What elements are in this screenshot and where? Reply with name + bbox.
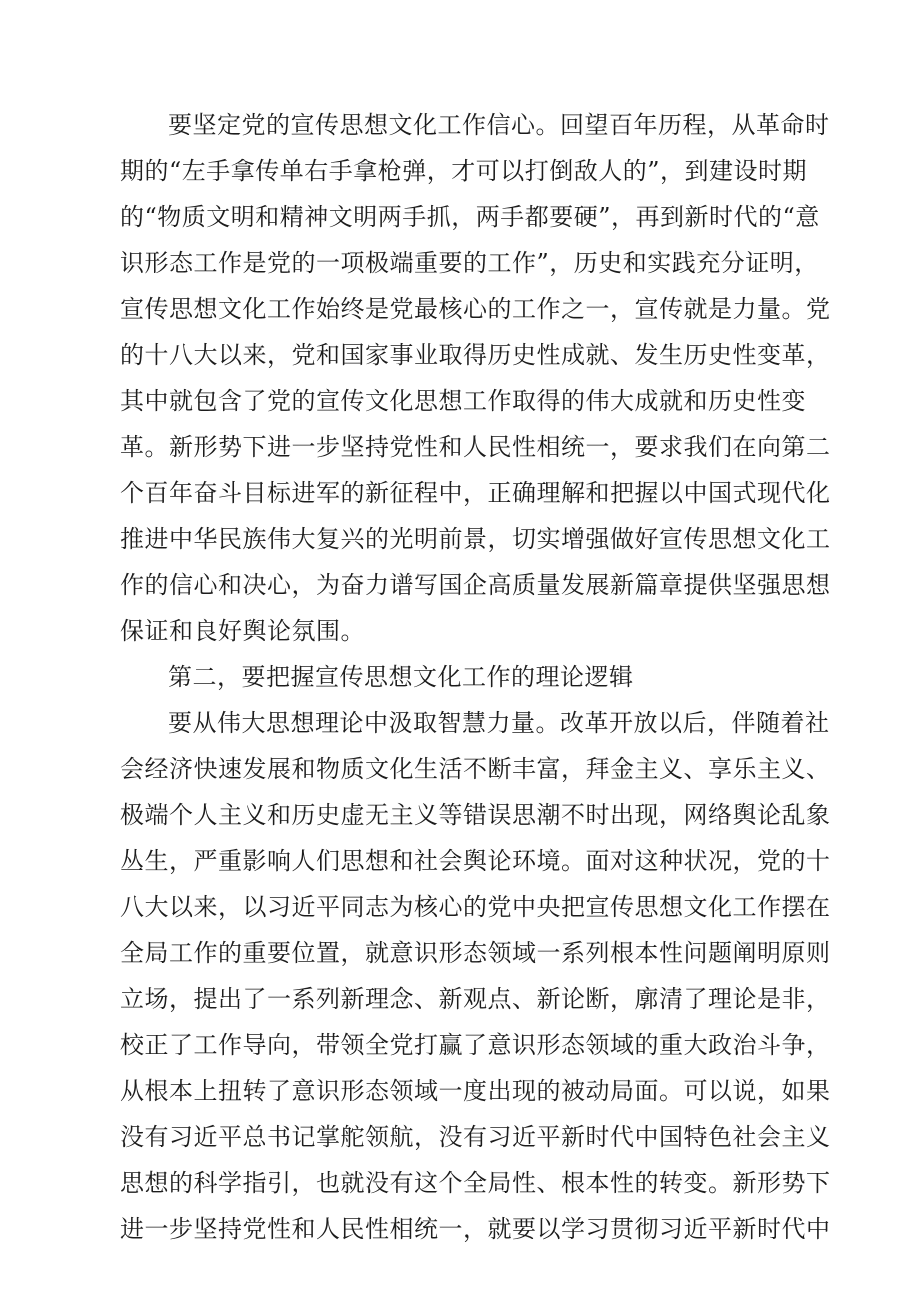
section-heading: 第二，要把握宣传思想文化工作的理论逻辑 <box>168 663 634 691</box>
paragraph-1-line-2: 期的“左手拿传单右手拿枪弹，才可以打倒敌人的”，到建设时期 <box>120 157 808 185</box>
paragraph-2-line-4: 丛生，严重影响人们思想和社会舆论环境。面对这种状况，党的十 <box>120 847 831 875</box>
paragraph-1-line-4: 识形态工作是党的一项极端重要的工作”，历史和实践充分证明， <box>120 249 819 277</box>
paragraph-2-line-11: 思想的科学指引，也就没有这个全局性、根本性的转变。新形势下 <box>120 1169 831 1197</box>
paragraph-1-line-6: 的十八大以来，党和国家事业取得历史性成就、发生历史性变革， <box>120 341 831 369</box>
paragraph-2-line-10: 没有习近平总书记掌舵领航，没有习近平新时代中国特色社会主义 <box>120 1123 831 1151</box>
paragraph-2-line-12: 进一步坚持党性和人民性相统一，就要以学习贯彻习近平新时代中 <box>120 1215 831 1243</box>
paragraph-2-line-6: 全局工作的重要位置，就意识形态领域一系列根本性问题阐明原则 <box>120 939 831 967</box>
paragraph-1-line-5: 宣传思想文化工作始终是党最核心的工作之一，宣传就是力量。党 <box>120 295 831 323</box>
paragraph-2-line-3: 极端个人主义和历史虚无主义等错误思潮不时出现，网络舆论乱象 <box>120 801 831 829</box>
paragraph-2-line-1: 要从伟大思想理论中汲取智慧力量。改革开放以后，伴随着社 <box>168 709 830 737</box>
paragraph-2-line-9: 从根本上扭转了意识形态领域一度出现的被动局面。可以说，如果 <box>120 1077 831 1105</box>
paragraph-1-line-9: 个百年奋斗目标进军的新征程中，正确理解和把握以中国式现代化 <box>120 479 831 507</box>
paragraph-1-line-11: 作的信心和决心，为奋力谱写国企高质量发展新篇章提供坚强思想 <box>120 571 831 599</box>
paragraph-2-line-7: 立场，提出了一系列新理念、新观点、新论断，廓清了理论是非， <box>120 985 831 1013</box>
paragraph-2-line-5: 八大以来，以习近平同志为核心的党中央把宣传思想文化工作摆在 <box>120 893 831 921</box>
paragraph-1-line-7: 其中就包含了党的宣传文化思想工作取得的伟大成就和历史性变 <box>120 387 806 415</box>
paragraph-1-line-10: 推进中华民族伟大复兴的光明前景，切实增强做好宣传思想文化工 <box>120 525 831 553</box>
paragraph-1-line-8: 革。新形势下进一步坚持党性和人民性相统一，要求我们在向第二 <box>120 433 831 461</box>
paragraph-1-line-3: 的“物质文明和精神文明两手抓，两手都要硬”，再到新时代的“意 <box>120 203 820 231</box>
paragraph-2-line-2: 会经济快速发展和物质文化生活不断丰富，拜金主义、享乐主义、 <box>120 755 831 783</box>
paragraph-2-line-8: 校正了工作导向，带领全党打赢了意识形态领域的重大政治斗争， <box>120 1031 831 1059</box>
paragraph-1-line-1: 要坚定党的宣传思想文化工作信心。回望百年历程，从革命时 <box>168 111 830 139</box>
paragraph-1-line-12: 保证和良好舆论氛围。 <box>120 617 365 645</box>
